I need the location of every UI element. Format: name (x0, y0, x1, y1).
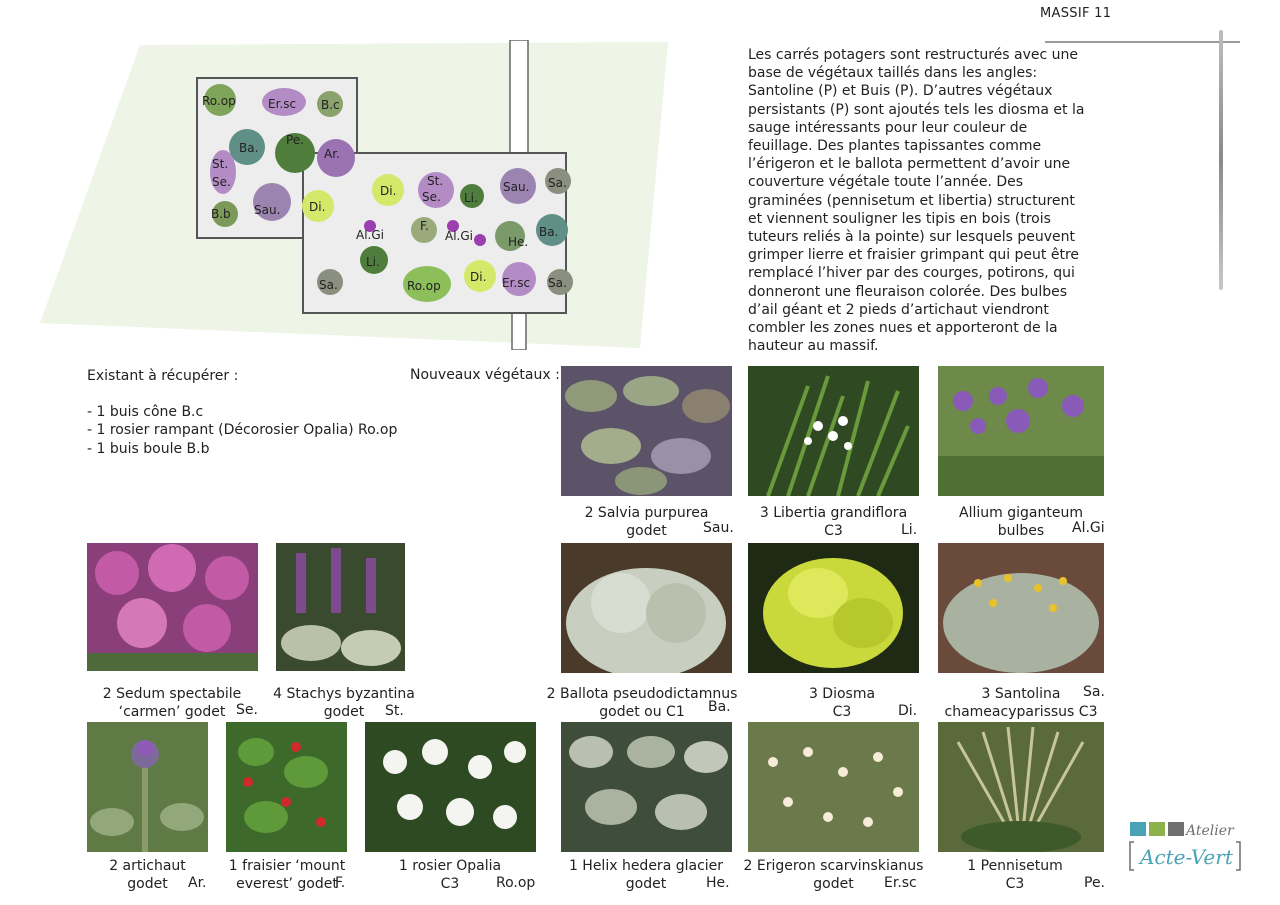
existing-title: Existant à récupérer : (87, 368, 239, 384)
plan-label: Pe. (286, 133, 305, 147)
photo-hedera (561, 722, 732, 852)
plan-label: F. (420, 219, 429, 233)
plan-label: Sau. (254, 203, 281, 217)
plan-label: Li. (464, 191, 478, 205)
existing-list (87, 403, 397, 458)
plan-label: Li. (366, 255, 380, 269)
logo-text-atelier: Atelier (1186, 823, 1234, 839)
plant-code: Se. (236, 702, 258, 718)
plan-label: Al.Gi (445, 229, 473, 243)
plant-code: F. (335, 875, 346, 891)
plant-code: St. (385, 703, 404, 719)
plan-label: Sa. (548, 276, 567, 290)
intro-paragraph: Les carrés potagers sont restructurés avec une base de végétaux taillés dans les angles: Santoline (P) et Buis (P). D’autres végétaux persistants (P) sont ajoutés tels les diosma et la sauge intéressants pour leur couleur de feuillage. Des plantes tapissantes comme l’érigeron et le ballota permettent d’avoir une couverture végétale toute l’année. Des graminées (pennisetum et libertia) structurent et viennent souligner les tipis en bois (trois tuteurs reliés à la pointe) sur lesquels peuvent grimper lierre et fraisier grimpant qui peut être remplacé l’hiver par des courges, potirons, qui donneront une fleuraison colorée. Des bulbes d’ail géant et 2 pieds d’artichaut viendront combler les zones nues et apporteront de la hauteur au massif. (748, 47, 1085, 355)
plant-caption: 2 Sedum spectabile ‘carmen’ godet (102, 686, 242, 721)
logo-text-acte-vert: Acte-Vert (1140, 845, 1233, 869)
existing-item: - 1 buis cône B.c (87, 404, 204, 420)
photo-erigeron (748, 722, 919, 852)
plan-label: Di. (380, 184, 397, 198)
photo-libertia (748, 366, 919, 496)
existing-item: - 1 buis boule B.b (87, 440, 210, 457)
photo-rosier (365, 722, 536, 852)
plant-caption: 1 rosier Opalia C3 (398, 858, 502, 893)
plan-label: Ro.op (202, 94, 236, 108)
plant-caption: 1 fraisier ‘mount everest’ godet (228, 858, 346, 893)
photo-fraisier (226, 722, 347, 852)
plant-code: Ro.op (496, 875, 536, 891)
plant-caption: 3 Libertia grandiflora C3 (759, 505, 908, 540)
photo-artichaut (87, 722, 208, 852)
plant-caption: 2 Salvia purpurea godet (584, 505, 709, 540)
plant-code: Sa. (1083, 684, 1105, 700)
photo-allium (938, 366, 1104, 496)
photo-stachys (276, 543, 405, 671)
atelier-acte-vert-logo (1128, 820, 1248, 880)
plan-label: Ro.op (407, 279, 441, 293)
plan-label: Sau. (503, 180, 530, 194)
plant-caption: 2 Erigeron scarvinskianus godet (743, 858, 924, 893)
plan-label: Er.sc (268, 97, 297, 111)
plant-code: Di. (898, 703, 918, 719)
photo-santolina (938, 543, 1104, 673)
plant-caption: 3 Diosma C3 (808, 686, 876, 721)
photo-ballota (561, 543, 732, 673)
plant-caption: 1 Pennisetum C3 (967, 858, 1063, 893)
plant-code: Pe. (1084, 875, 1106, 891)
plant-code: Al.Gi (1072, 520, 1105, 536)
plan-label: Er.sc (502, 276, 531, 290)
plan-label: B.c (321, 98, 340, 112)
plant-caption: 2 artichaut godet (109, 858, 186, 893)
photo-sedum (87, 543, 258, 671)
plan-label: Ar. (324, 147, 340, 161)
plant-code: Li. (901, 522, 918, 538)
plant-caption: 4 Stachys byzantina godet (273, 686, 415, 721)
new-plants-title: Nouveaux végétaux : (410, 367, 560, 383)
plant-code: Ar. (188, 875, 207, 891)
plant-caption: 3 Santolina chameacyparissus C3 (944, 686, 1098, 721)
plan-label: Ba. (239, 141, 259, 155)
plan-label: St. (212, 157, 229, 171)
plant-caption: Allium giganteum bulbes (959, 505, 1083, 540)
vertical-stake-decoration (1219, 30, 1223, 290)
plan-label: Se. (422, 190, 441, 204)
plant-code: Ba. (708, 699, 731, 715)
plan-label: He. (508, 235, 529, 249)
plan-label: Di. (470, 270, 487, 284)
plan-label: B.b (211, 207, 231, 221)
plan-label: Al.Gi (356, 228, 384, 242)
plan-label: Sa. (319, 278, 338, 292)
garden-plan-drawing (40, 40, 680, 350)
existing-item: - 1 rosier rampant (Décorosier Opalia) Ro.op (87, 422, 398, 439)
plant-caption: 1 Helix hedera glacier godet (568, 858, 724, 893)
plant-code: He. (706, 875, 730, 891)
page-title: MASSIF 11 (1040, 6, 1112, 21)
plant-code: Er.sc (884, 875, 917, 891)
photo-diosma (748, 543, 919, 673)
photo-pennisetum (938, 722, 1104, 852)
plan-label: Sa. (548, 176, 567, 190)
plan-label: Ba. (539, 225, 559, 239)
plan-label: Di. (309, 200, 326, 214)
plant-caption: 2 Ballota pseudodictamnus godet ou C1 (546, 686, 738, 721)
plant-code: Sau. (703, 520, 734, 536)
plan-label: Se. (212, 175, 231, 189)
header-rule (1045, 41, 1240, 43)
garden-plan (40, 40, 680, 350)
photo-salvia (561, 366, 732, 496)
plan-label: St. (427, 174, 444, 188)
